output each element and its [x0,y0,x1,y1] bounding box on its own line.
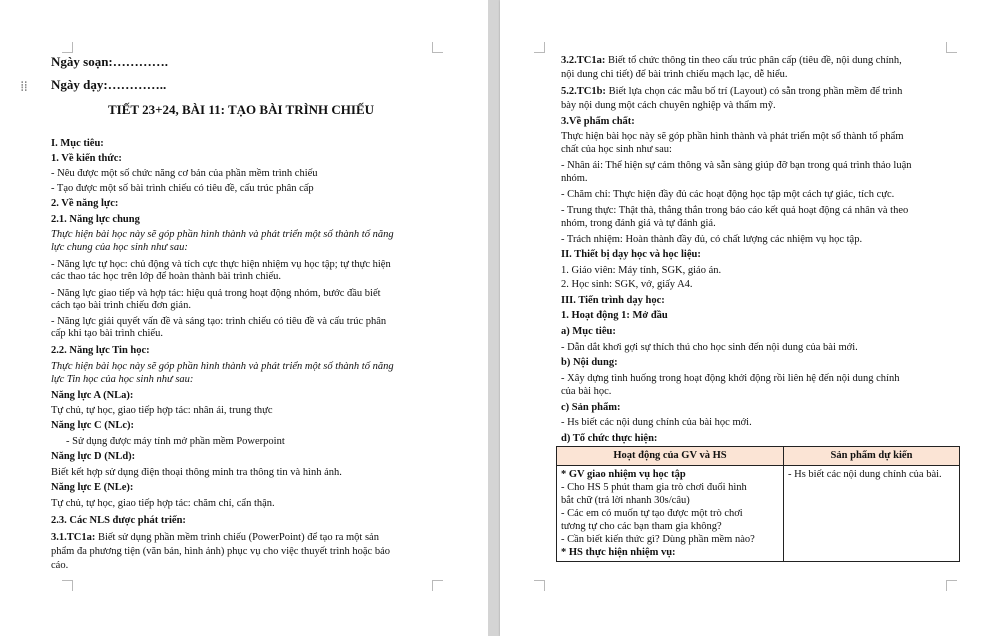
text-line[interactable]: - Tạo được một số bài trình chiếu có tiêu đề, cấu trúc phân cấp [51,183,314,194]
heading[interactable]: 1. Về kiến thức: [51,153,122,164]
margin-corner-mark [432,580,443,591]
activity-table [556,446,960,562]
code-label: 5.2.TC1b: [561,86,606,97]
text-line[interactable]: phẩm đa phương tiện (văn bản, hình ảnh) phục vụ cho việc thuyết trình hoặc báo [51,546,390,557]
table-cell-products[interactable] [784,466,960,562]
text-line[interactable]: 1. Giáo viên: Máy tính, SGK, giáo án. [561,265,722,276]
drag-handle-icon[interactable]: ⁞⁞ [20,79,27,95]
text-line[interactable]: nhóm, trong đánh giá và tự đánh giá. [561,218,716,229]
text-line[interactable]: Thực hiện bài học này sẽ góp phần hình thành và phát triển một số thành tố năng [51,361,394,372]
text-line[interactable]: - Năng lực tự học: chủ động và tích cực thực hiện nhiệm vụ học tập; tự thực hiện [51,259,391,270]
margin-corner-mark [946,42,957,53]
text-line[interactable]: - Năng lực giải quyết vấn đề và sáng tạo: trình chiếu có tiêu đề và cấu trúc phân [51,316,387,327]
text-line[interactable]: - Xây dựng tình huống trong hoạt động khởi động rồi liên hệ đến nội dung chính [561,373,900,384]
heading[interactable]: 2.1. Năng lực chung [51,214,140,225]
heading[interactable]: 1. Hoạt động 1: Mở đầu [561,310,668,321]
text-line[interactable]: - Nêu được một số chức năng cơ bản của phần mềm trình chiếu [51,168,318,179]
margin-corner-mark [534,42,545,53]
cell-line: - Cho HS 5 phút tham gia trò chơi đuổi hình [561,482,747,493]
text-line[interactable]: - Hs biết các nội dung chính của bài học mới. [561,417,752,428]
margin-corner-mark [432,42,443,53]
heading[interactable]: c) Sản phẩm: [561,402,621,413]
table-header-cell[interactable]: Hoạt động của GV và HS [557,447,784,466]
heading[interactable]: 2.2. Năng lực Tin học: [51,345,150,356]
margin-corner-mark [62,42,73,53]
text-line[interactable]: - Chăm chỉ: Thực hiện đầy đủ các hoạt động học tập một cách tự giác, tích cực. [561,189,895,200]
text-line[interactable]: nội dung chi tiết) để bài trình chiếu mạch lạc, dễ hiểu. [561,69,788,80]
text-line[interactable]: cấp khi tạo bài trình chiếu. [51,328,163,339]
heading[interactable]: 2.3. Các NLS được phát triển: [51,515,186,526]
table-row [557,466,960,562]
heading[interactable]: Năng lực A (NLa): [51,390,134,401]
text-line[interactable]: chất của học sinh như sau: [561,144,672,155]
cell-line: tương tự cho các bạn tham gia không? [561,521,722,532]
heading[interactable]: b) Nội dung: [561,357,618,368]
text-line[interactable]: 3.2.TC1a: Biết tổ chức thông tin theo cấu trúc phân cấp (tiêu đề, nội dung chính, [561,55,902,66]
cell-line: * GV giao nhiệm vụ học tập [561,469,686,480]
cell-line: * HS thực hiện nhiệm vụ: [561,547,676,558]
text-line[interactable]: - Trách nhiệm: Hoàn thành đầy đủ, có chất lượng các nhiệm vụ học tập. [561,234,863,245]
text-line[interactable]: 5.2.TC1b: Biết lựa chọn các mẫu bố trí (Layout) có sẵn trong phần mềm để trình [561,86,903,97]
text-line-rest: Biết tổ chức thông tin theo cấu trúc phân cấp (tiêu đề, nội dung chính, [607,55,902,66]
cell-line: - Cần biết kiến thức gì? Dùng phần mềm nào? [561,534,755,545]
text-line[interactable]: Biết kết hợp sử dụng điện thoại thông minh tra thông tin và hình ảnh. [51,467,342,478]
margin-corner-mark [62,580,73,591]
heading[interactable]: 3.Về phẩm chất: [561,116,635,127]
text-line[interactable]: các thao tác học trên lớp để hoàn thành bài trình chiếu. [51,271,282,282]
text-line[interactable]: lực Tin học của học sinh như sau: [51,374,194,385]
heading[interactable]: II. Thiết bị dạy học và học liệu: [561,249,701,260]
page-gap [488,0,500,636]
text-line[interactable]: - Dẫn dắt khơi gợi sự thích thú cho học sinh đến nội dung của bài mới. [561,342,858,353]
text-line[interactable]: cách tạo bài trình chiếu đơn giản. [51,300,191,311]
ngay-soan[interactable]: Ngày soạn:…………. [51,54,169,69]
heading[interactable]: d) Tổ chức thực hiện: [561,433,658,444]
text-line[interactable]: cáo. [51,560,69,571]
text-line[interactable]: Thực hiện bài học này sẽ góp phần hình thành và phát triển một số thành tố năng [51,229,394,240]
text-line[interactable]: lực chung của học sinh như sau: [51,242,188,253]
heading[interactable]: Năng lực D (NLd): [51,451,136,462]
margin-corner-mark [946,580,957,591]
text-line[interactable]: 3.1.TC1a: Biết sử dụng phần mềm trình chiếu (PowerPoint) để tạo ra một sản [51,532,379,543]
margin-corner-mark [534,580,545,591]
cell-line: - Các em có muốn tự tạo được một trò chơi [561,508,743,519]
text-line[interactable]: nhóm. [561,173,588,184]
table-header-row [557,447,960,466]
text-line[interactable]: - Sử dụng được máy tính mở phần mềm Powerpoint [66,436,285,447]
text-line[interactable]: - Nhân ái: Thể hiện sự cảm thông và sẵn sàng giúp đỡ bạn trong quá trình thảo luận [561,160,912,171]
text-line[interactable]: của bài học. [561,386,612,397]
cell-line: bắt chữ (trả lời nhanh 30s/câu) [561,495,690,506]
heading[interactable]: 2. Về năng lực: [51,198,119,209]
heading[interactable]: III. Tiến trình dạy học: [561,295,665,306]
heading[interactable]: a) Mục tiêu: [561,326,616,337]
code-label: 3.1.TC1a: [51,532,96,543]
heading[interactable]: Năng lực C (NLc): [51,420,134,431]
text-line[interactable]: - Năng lực giao tiếp và hợp tác: hiệu quả trong hoạt động nhóm, bước đầu biết [51,288,381,299]
text-line[interactable]: Tự chủ, tự học, giao tiếp hợp tác: nhân ái, trung thực [51,405,273,416]
heading[interactable]: Năng lực E (NLe): [51,482,134,493]
lesson-title[interactable]: TIẾT 23+24, BÀI 11: TẠO BÀI TRÌNH CHIẾU [108,102,375,117]
ngay-day[interactable]: Ngày dạy:………….. [51,77,167,92]
text-line[interactable]: 2. Học sinh: SGK, vở, giấy A4. [561,279,693,290]
heading[interactable]: I. Mục tiêu: [51,138,104,149]
text-line[interactable]: Thực hiện bài học này sẽ góp phần hình thành và phát triển một số thành tố phẩm [561,131,904,142]
cell-line: - Hs biết các nội dung chính của bài. [788,469,942,480]
table-cell-activities[interactable] [557,466,784,562]
text-line[interactable]: Tự chủ, tự học, giao tiếp hợp tác: chăm chỉ, cẩn thận. [51,498,275,509]
text-line[interactable]: bày nội dung một cách chuyên nghiệp và thẩm mỹ. [561,100,776,111]
text-line[interactable]: - Trung thực: Thật thà, thẳng thắn trong báo cáo kết quả hoạt động cá nhân và theo [561,205,909,216]
table-header-cell[interactable]: Sản phẩm dự kiến [784,447,960,466]
document-page-left [0,0,488,636]
